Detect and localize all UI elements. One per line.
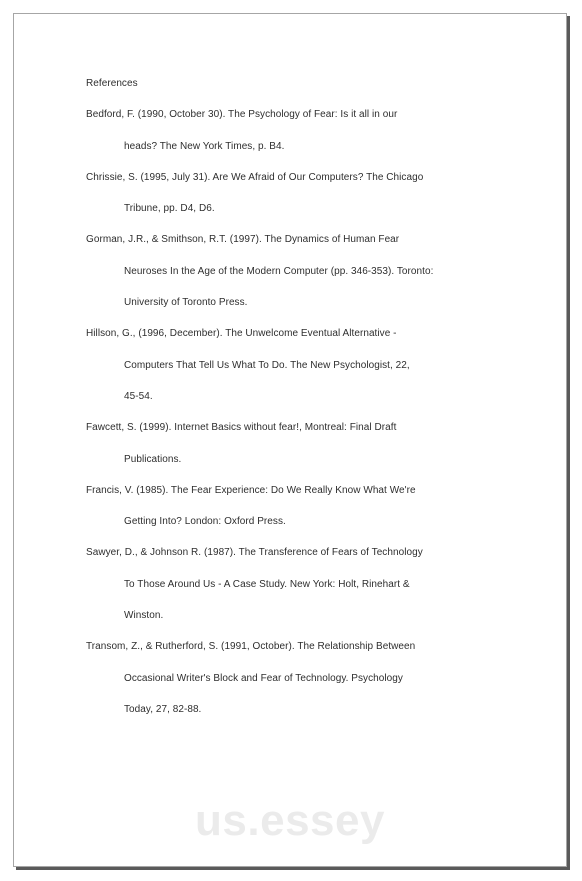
reference-line: Winston.	[124, 610, 164, 622]
reference-line: Publications.	[124, 453, 182, 465]
reference-line: heads? The New York Times, p. B4.	[124, 140, 285, 152]
reference-line: Computers That Tell Us What To Do. The New Psychologist, 22,	[124, 359, 410, 371]
reference-line: Francis, V. (1985). The Fear Experience: Do We Really Know What We're	[86, 484, 416, 496]
reference-line: University of Toronto Press.	[124, 297, 248, 309]
reference-entry	[86, 224, 526, 318]
reference-line: Chrissie, S. (1995, July 31). Are We Afraid of Our Computers? The Chicago	[86, 171, 424, 183]
reference-line: Hillson, G., (1996, December). The Unwelcome Eventual Alternative -	[86, 328, 397, 340]
reference-line: 45-54.	[124, 390, 153, 402]
reference-entry	[86, 412, 526, 475]
reference-line: Today, 27, 82-88.	[124, 703, 202, 715]
reference-entry	[86, 162, 526, 225]
watermark: us.essey	[195, 796, 385, 845]
document-page	[13, 13, 567, 867]
reference-line: Occasional Writer's Block and Fear of Technology. Psychology	[124, 672, 403, 684]
reference-list	[86, 99, 526, 725]
reference-line: Transom, Z., & Rutherford, S. (1991, October). The Relationship Between	[86, 641, 416, 653]
references-content	[86, 68, 526, 725]
reference-line: Neuroses In the Age of the Modern Computer (pp. 346-353). Toronto:	[124, 265, 434, 277]
reference-entry	[86, 99, 526, 162]
reference-line: Getting Into? London: Oxford Press.	[124, 516, 286, 528]
reference-line: Tribune, pp. D4, D6.	[124, 203, 215, 215]
reference-line: To Those Around Us - A Case Study. New York: Holt, Rinehart &	[124, 578, 410, 590]
reference-entry	[86, 318, 526, 412]
reference-line: Fawcett, S. (1999). Internet Basics without fear!, Montreal: Final Draft	[86, 422, 397, 434]
references-heading: References	[86, 78, 138, 89]
reference-entry	[86, 475, 526, 538]
reference-line: Gorman, J.R., & Smithson, R.T. (1997). The Dynamics of Human Fear	[86, 234, 400, 246]
reference-line: Sawyer, D., & Johnson R. (1987). The Transference of Fears of Technology	[86, 547, 423, 559]
reference-line: Bedford, F. (1990, October 30). The Psychology of Fear: Is it all in our	[86, 109, 398, 121]
reference-entry	[86, 537, 526, 631]
reference-entry	[86, 631, 526, 725]
